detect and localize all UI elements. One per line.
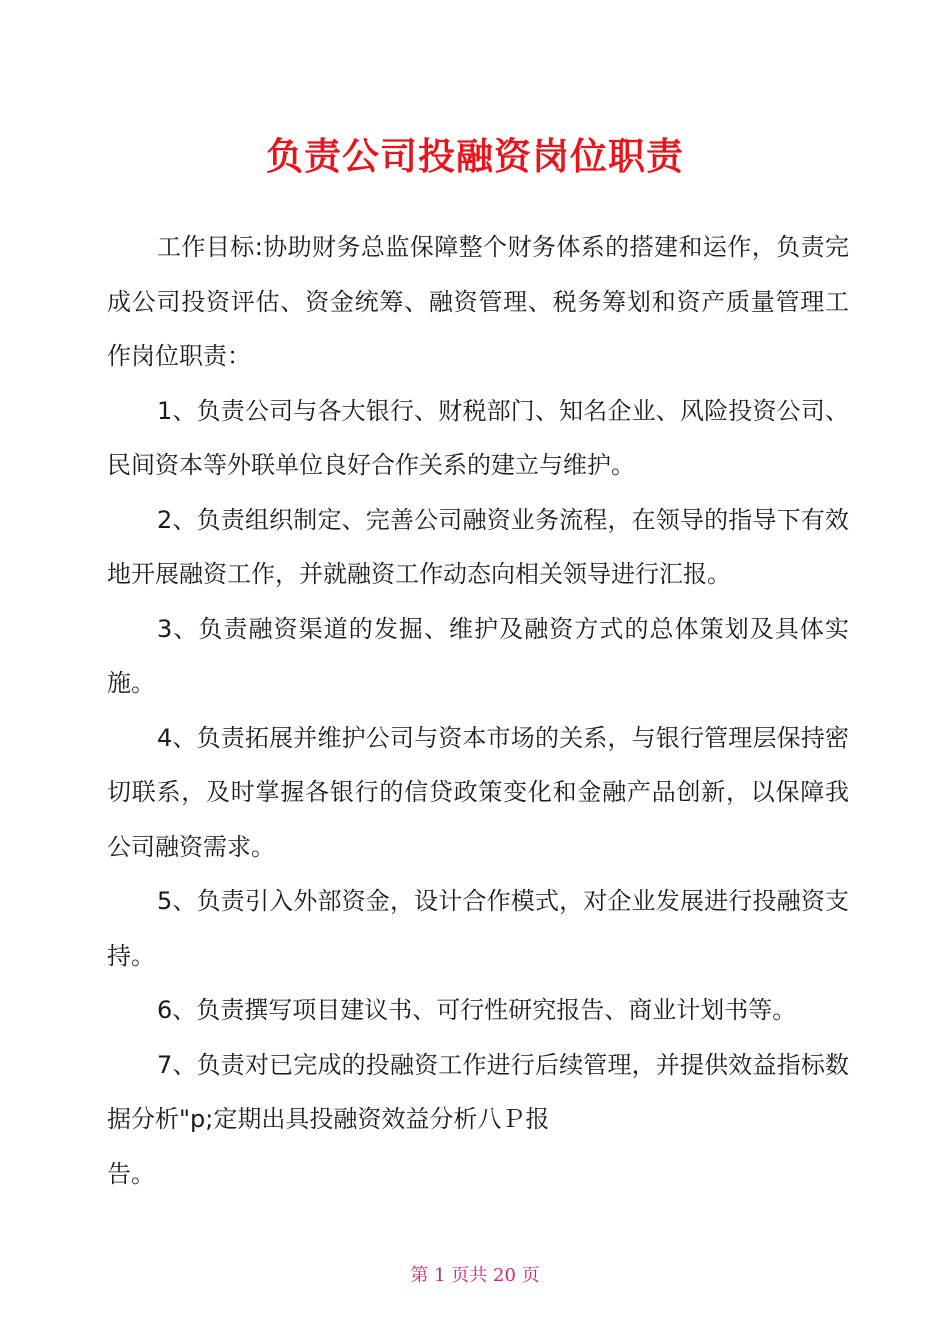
duty-item-6: 6、负责撰写项目建议书、可行性研究报告、商业计划书等。 — [157, 996, 797, 1024]
document-body — [107, 220, 849, 1201]
duty-item-7: 7、负责对已完成的投融资工作进行后续管理，并提供效益指标数据分析"p;定期出具投融资效益分析八Ｐ报 — [107, 1050, 849, 1133]
trailing-text: 告。 — [107, 1159, 155, 1188]
page-number-footer: 第 1 页共 20 页 — [410, 1265, 540, 1286]
duty-item-3: 3、负责融资渠道的发掘、维护及融资方式的总体策划及具体实施。 — [107, 614, 849, 697]
duty-item-1: 1、负责公司与各大银行、财税部门、知名企业、风险投资公司、民间资本等外联单位良好合作关系的建立与维护。 — [107, 396, 849, 479]
duty-item-2: 2、负责组织制定、完善公司融资业务流程，在领导的指导下有效地开展融资工作，并就融资工作动态向相关领导进行汇报。 — [107, 505, 849, 588]
duty-item-5: 5、负责引入外部资金，设计合作模式，对企业发展进行投融资支持。 — [107, 887, 849, 970]
duty-item-4: 4、负责拓展并维护公司与资本市场的关系，与银行管理层保持密切联系，及时掌握各银行的信贷政策变化和金融产品创新，以保障我公司融资需求。 — [107, 723, 849, 861]
intro-paragraph: 工作目标:协助财务总监保障整个财务体系的搭建和运作，负责完成公司投资评估、资金统筹、融资管理、税务筹划和资产质量管理工作岗位职责： — [107, 233, 849, 370]
document-title: 负责公司投融资岗位职责 — [266, 134, 684, 178]
